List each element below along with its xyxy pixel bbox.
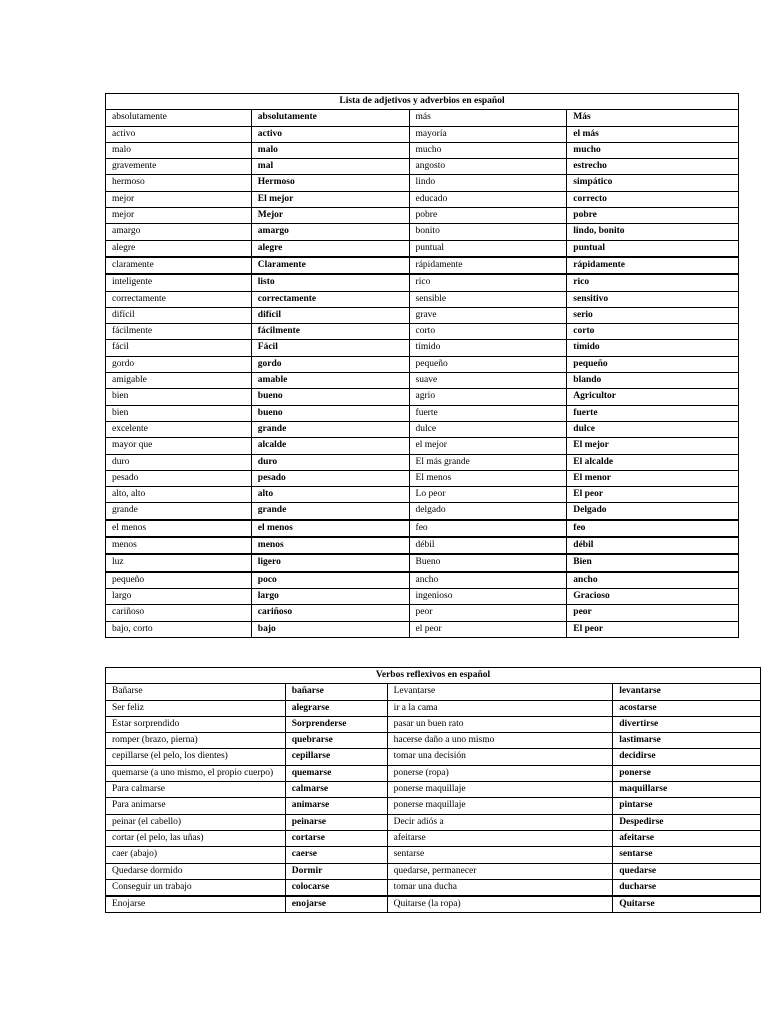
table-cell: Bien	[567, 554, 739, 571]
table-cell: Enojarse	[106, 896, 286, 913]
table-cell: alegre	[251, 240, 409, 257]
table-cell: Claramente	[251, 257, 409, 274]
table-cell: cepillarse (el pelo, los dientes)	[106, 749, 286, 765]
table-cell: alcalde	[251, 438, 409, 454]
table-row	[106, 126, 739, 142]
table-cell: dulce	[409, 421, 567, 437]
table-cell: El más grande	[409, 454, 567, 470]
table-row	[106, 340, 739, 356]
table-row	[106, 421, 739, 437]
table-cell: cariñoso	[251, 605, 409, 621]
table-cell: decidirse	[613, 749, 761, 765]
table-cell: Conseguir un trabajo	[106, 879, 286, 896]
table-cell: Decir adiós a	[387, 814, 613, 830]
table-cell: pequeño	[409, 356, 567, 372]
table-cell: sentarse	[387, 847, 613, 863]
table-row	[106, 684, 761, 700]
table-cell: caer (abajo)	[106, 847, 286, 863]
table-cell: el más	[567, 126, 739, 142]
table-cell: inteligente	[106, 274, 252, 291]
table-cell: poco	[251, 572, 409, 589]
table-cell: levantarse	[613, 684, 761, 700]
table-cell: romper (brazo, pierna)	[106, 733, 286, 749]
table-cell: bajo, corto	[106, 621, 252, 637]
table-cell: malo	[251, 142, 409, 158]
table-cell: bonito	[409, 224, 567, 240]
table-row	[106, 814, 761, 830]
table-cell: lastimarse	[613, 733, 761, 749]
table-row	[106, 208, 739, 224]
table-cell: quedarse, permanecer	[387, 863, 613, 879]
table-cell: débil	[409, 537, 567, 554]
table-cell: Estar sorprendido	[106, 716, 286, 732]
table-cell: ducharse	[613, 879, 761, 896]
table-cell: quemarse (a uno mismo, el propio cuerpo)	[106, 765, 286, 781]
table-cell: peinarse	[285, 814, 387, 830]
table-row	[106, 700, 761, 716]
table-cell: Quitarse (la ropa)	[387, 896, 613, 913]
table-cell: mayoría	[409, 126, 567, 142]
table-row	[106, 572, 739, 589]
table-cell: hacerse daño a uno mismo	[387, 733, 613, 749]
table-cell: simpático	[567, 175, 739, 191]
table-cell: tomar una decisión	[387, 749, 613, 765]
table-title-row	[106, 668, 761, 684]
table-row	[106, 716, 761, 732]
table-cell: bien	[106, 389, 252, 405]
table-cell: duro	[106, 454, 252, 470]
table-cell: cortarse	[285, 830, 387, 846]
table-cell: divertirse	[613, 716, 761, 732]
table-row	[106, 454, 739, 470]
table-cell: caerse	[285, 847, 387, 863]
table-cell: el mejor	[409, 438, 567, 454]
table-row	[106, 621, 739, 637]
table-cell: ligero	[251, 554, 409, 571]
table-cell: fácil	[106, 340, 252, 356]
table-row	[106, 142, 739, 158]
table-cell: largo	[251, 588, 409, 604]
table-cell: El peor	[567, 487, 739, 503]
table-cell: Agricultor	[567, 389, 739, 405]
table-cell: gordo	[251, 356, 409, 372]
table-cell: rápidamente	[567, 257, 739, 274]
table-cell: grande	[106, 503, 252, 520]
table-cell: el peor	[409, 621, 567, 637]
table-row	[106, 356, 739, 372]
table-row	[106, 605, 739, 621]
table-cell: peor	[567, 605, 739, 621]
table-row	[106, 307, 739, 323]
adjectives-adverbs-table	[105, 93, 739, 638]
table-row	[106, 798, 761, 814]
table-cell: cepillarse	[285, 749, 387, 765]
table-cell: correcto	[567, 191, 739, 207]
table-cell: quebrarse	[285, 733, 387, 749]
table-cell: Ser feliz	[106, 700, 286, 716]
table-cell: serio	[567, 307, 739, 323]
table-cell: fuerte	[567, 405, 739, 421]
table-cell: amargo	[251, 224, 409, 240]
table-cell: Bueno	[409, 554, 567, 571]
table-cell: educado	[409, 191, 567, 207]
table-cell: pequeño	[106, 572, 252, 589]
reflexive-verbs-table	[105, 667, 761, 913]
table-row	[106, 896, 761, 913]
table-cell: mal	[251, 159, 409, 175]
table-cell: afeitarse	[613, 830, 761, 846]
table-cell: Fácil	[251, 340, 409, 356]
table-cell: ancho	[409, 572, 567, 589]
table-cell: correctamente	[106, 291, 252, 307]
table-title: Lista de adjetivos y adverbios en español	[106, 94, 739, 110]
table-cell: sentarse	[613, 847, 761, 863]
table-cell: tímido	[409, 340, 567, 356]
table-cell: pesado	[251, 470, 409, 486]
table-cell: ponerse maquillaje	[387, 782, 613, 798]
table-cell: difícil	[251, 307, 409, 323]
table-row	[106, 554, 739, 571]
table-row	[106, 224, 739, 240]
table-cell: Lo peor	[409, 487, 567, 503]
table-row	[106, 749, 761, 765]
table-cell: pobre	[409, 208, 567, 224]
table-cell: rico	[567, 274, 739, 291]
table-cell: alegrarse	[285, 700, 387, 716]
table-cell: el menos	[251, 520, 409, 537]
table-cell: malo	[106, 142, 252, 158]
table-cell: absolutamente	[251, 110, 409, 126]
table-cell: calmarse	[285, 782, 387, 798]
table-cell: afeitarse	[387, 830, 613, 846]
table-cell: puntual	[567, 240, 739, 257]
table-cell: rápidamente	[409, 257, 567, 274]
table-cell: Despedirse	[613, 814, 761, 830]
table-row	[106, 765, 761, 781]
table-cell: ancho	[567, 572, 739, 589]
table-cell: puntual	[409, 240, 567, 257]
table-row	[106, 389, 739, 405]
table-cell: mayor que	[106, 438, 252, 454]
table-cell: gordo	[106, 356, 252, 372]
table-row	[106, 847, 761, 863]
table-row	[106, 487, 739, 503]
table-cell: bien	[106, 405, 252, 421]
table-cell: más	[409, 110, 567, 126]
table-cell: grande	[251, 503, 409, 520]
table-cell: amigable	[106, 373, 252, 389]
table-cell: activo	[251, 126, 409, 142]
table-cell: El menor	[567, 470, 739, 486]
table-cell: luz	[106, 554, 252, 571]
table-cell: menos	[251, 537, 409, 554]
table-cell: alegre	[106, 240, 252, 257]
table-row	[106, 240, 739, 257]
table-cell: hermoso	[106, 175, 252, 191]
table-cell: débil	[567, 537, 739, 554]
table-cell: difícil	[106, 307, 252, 323]
table-row	[106, 291, 739, 307]
table-cell: lindo, bonito	[567, 224, 739, 240]
table-cell: Gracioso	[567, 588, 739, 604]
table-row	[106, 537, 739, 554]
table-row	[106, 733, 761, 749]
table-cell: bajo	[251, 621, 409, 637]
table-cell: tomar una ducha	[387, 879, 613, 896]
table-cell: delgado	[409, 503, 567, 520]
table-title: Verbos reflexivos en español	[106, 668, 761, 684]
table-cell: alto	[251, 487, 409, 503]
table-cell: Dormir	[285, 863, 387, 879]
table-row	[106, 830, 761, 846]
table-cell: peor	[409, 605, 567, 621]
table-cell: corto	[567, 324, 739, 340]
table-cell: ingenioso	[409, 588, 567, 604]
table-cell: fuerte	[409, 405, 567, 421]
table-cell: enojarse	[285, 896, 387, 913]
table-cell: mejor	[106, 208, 252, 224]
table-cell: bañarse	[285, 684, 387, 700]
table-row	[106, 405, 739, 421]
table-cell: quemarse	[285, 765, 387, 781]
table-cell: corto	[409, 324, 567, 340]
table-cell: animarse	[285, 798, 387, 814]
table-cell: Delgado	[567, 503, 739, 520]
table-row	[106, 373, 739, 389]
table-cell: peinar (el cabello)	[106, 814, 286, 830]
table-cell: ponerse maquillaje	[387, 798, 613, 814]
table-cell: tímido	[567, 340, 739, 356]
table-cell: Quitarse	[613, 896, 761, 913]
table-cell: lindo	[409, 175, 567, 191]
table-cell: pintarse	[613, 798, 761, 814]
table-cell: bueno	[251, 405, 409, 421]
table-cell: alto, alto	[106, 487, 252, 503]
table-cell: mucho	[567, 142, 739, 158]
table-cell: El mejor	[251, 191, 409, 207]
table-cell: Mejor	[251, 208, 409, 224]
table-row	[106, 863, 761, 879]
table-cell: excelente	[106, 421, 252, 437]
table-cell: pasar un buen rato	[387, 716, 613, 732]
table-row	[106, 520, 739, 537]
table-cell: fácilmente	[106, 324, 252, 340]
table-row	[106, 110, 739, 126]
table-row	[106, 879, 761, 896]
table-cell: feo	[409, 520, 567, 537]
table-cell: correctamente	[251, 291, 409, 307]
table-cell: dulce	[567, 421, 739, 437]
table-cell: ir a la cama	[387, 700, 613, 716]
table-cell: el menos	[106, 520, 252, 537]
table-cell: colocarse	[285, 879, 387, 896]
table-row	[106, 191, 739, 207]
table-cell: rico	[409, 274, 567, 291]
table-cell: El menos	[409, 470, 567, 486]
table-row	[106, 588, 739, 604]
table-cell: amargo	[106, 224, 252, 240]
table-row	[106, 324, 739, 340]
table-cell: El alcalde	[567, 454, 739, 470]
table-cell: Sorprenderse	[285, 716, 387, 732]
table-cell: estrecho	[567, 159, 739, 175]
table-cell: Más	[567, 110, 739, 126]
table-cell: Quedarse dormido	[106, 863, 286, 879]
table-cell: Bañarse	[106, 684, 286, 700]
table-cell: agrio	[409, 389, 567, 405]
table-row	[106, 503, 739, 520]
table-row	[106, 257, 739, 274]
table-cell: pesado	[106, 470, 252, 486]
table-title-row	[106, 94, 739, 110]
table-cell: Para calmarse	[106, 782, 286, 798]
table-cell: absolutamente	[106, 110, 252, 126]
table-cell: largo	[106, 588, 252, 604]
table-cell: mejor	[106, 191, 252, 207]
table-cell: sensible	[409, 291, 567, 307]
table-cell: blando	[567, 373, 739, 389]
table-row	[106, 159, 739, 175]
table-row	[106, 175, 739, 191]
table-cell: ponerse (ropa)	[387, 765, 613, 781]
table-cell: listo	[251, 274, 409, 291]
table-cell: grande	[251, 421, 409, 437]
table-cell: angosto	[409, 159, 567, 175]
table-cell: sensitivo	[567, 291, 739, 307]
table-cell: gravemente	[106, 159, 252, 175]
table-cell: Hermoso	[251, 175, 409, 191]
table-row	[106, 782, 761, 798]
table-cell: maquillarse	[613, 782, 761, 798]
table-cell: duro	[251, 454, 409, 470]
table-cell: fácilmente	[251, 324, 409, 340]
table-cell: El mejor	[567, 438, 739, 454]
table-cell: pequeño	[567, 356, 739, 372]
table-cell: claramente	[106, 257, 252, 274]
table-row	[106, 274, 739, 291]
table-cell: cariñoso	[106, 605, 252, 621]
table-cell: feo	[567, 520, 739, 537]
table-cell: amable	[251, 373, 409, 389]
table-cell: El peor	[567, 621, 739, 637]
table-cell: acostarse	[613, 700, 761, 716]
table-cell: grave	[409, 307, 567, 323]
table-cell: activo	[106, 126, 252, 142]
table-cell: Para animarse	[106, 798, 286, 814]
table-cell: ponerse	[613, 765, 761, 781]
table-cell: pobre	[567, 208, 739, 224]
table-row	[106, 438, 739, 454]
table-cell: bueno	[251, 389, 409, 405]
table-row	[106, 470, 739, 486]
table-cell: quedarse	[613, 863, 761, 879]
table-cell: suave	[409, 373, 567, 389]
table-cell: menos	[106, 537, 252, 554]
table-cell: mucho	[409, 142, 567, 158]
table-cell: cortar (el pelo, las uñas)	[106, 830, 286, 846]
table-cell: Levantarse	[387, 684, 613, 700]
